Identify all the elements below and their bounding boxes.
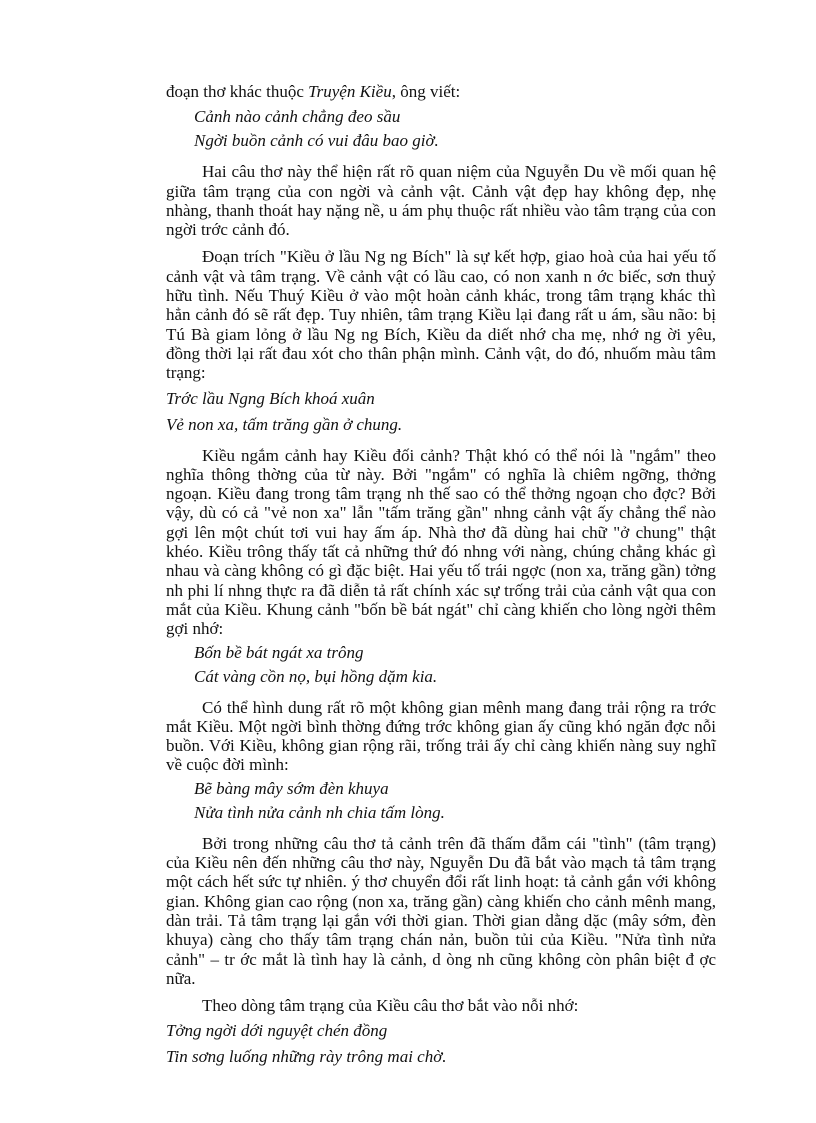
paragraph: Có thể hình dung rất rõ một không gian mênh mang đang trải rộng ra trớc mắt Kiều. Một ngời bình thờng đứng trớc không gian ấy cũng khó ngăn đợc nỗi buồn. Với Kiều, không gian rộng rãi, trống trải ấy chỉ càng khiến nàng suy nghĩ về cuộc đời mình:: [166, 697, 716, 775]
verse-line: Trớc lầu Ngng Bích khoá xuân: [166, 388, 375, 408]
verse-line: Vẻ non xa, tấm trăng gần ở chung.: [166, 414, 403, 434]
intro-line: [166, 82, 716, 101]
paragraph: Theo dòng tâm trạng của Kiều câu thơ bắt vào nỗi nhớ:: [202, 996, 579, 1016]
intro-text-end: , ông viết:: [391, 82, 461, 101]
verse-line: Nửa tình nửa cảnh nh chia tấm lòng.: [194, 802, 445, 822]
work-title: Truyện Kiều: [308, 82, 392, 101]
verse-line: Ngời buồn cảnh có vui đâu bao giờ.: [194, 131, 439, 151]
page-body: [166, 82, 716, 1071]
verse-line: Cát vàng cồn nọ, bụi hồng dặm kia.: [194, 666, 438, 686]
paragraph: Đoạn trích "Kiều ở lầu Ng ng Bích" là sự kết hợp, giao hoà của hai yếu tố cảnh vật và tâm trạng. Về cảnh vật có lầu cao, có non xanh n ớc biếc, sơn thuỷ hữu tình. Nếu Thuý Kiều ở vào một hoàn cảnh khác, trong tâm trạng khác thì hẳn cảnh đó sẽ rất đẹp. Tuy nhiên, tâm trạng Kiều lại đang rất u ám, sầu não: bị Tú Bà giam lỏng ở lầu Ng ng Bích, Kiều da diết nhớ cha mẹ, nhớ ng ời yêu, đồng thời lại rất đau xót cho thân phận mình. Cảnh vật, do đó, nhuốm màu tâm trạng:: [166, 247, 716, 383]
paragraph: Kiều ngắm cảnh hay Kiều đối cảnh? Thật khó có thể nói là "ngắm" theo nghĩa thông thờng của từ này. Bởi "ngắm" có nghĩa là chiêm ngỡng, thởng ngoạn. Kiều đang trong tâm trạng nh thế sao có thể thởng ngoạn cho đợc? Bởi vậy, dù có cả "vẻ non xa" lẫn "tấm trăng gần" nhng cảnh vật ấy chẳng thể nào gợi lên một chút tơi vui hay ấm áp. Nhà thơ đã dùng hai chữ "ở chung" thật khéo. Kiều trông thấy tất cả những thứ đó nhng với nàng, chúng chẳng khác gì nhau và càng không có gì đặc biệt. Hai yếu tố trái ngợc (non xa, trăng gần) tởng nh phi lí nhng thực ra đã diễn tả rất chính xác sự trống trải của cảnh vật qua con mắt của Kiều. Khung cảnh "bốn bề bát ngát" chỉ càng khiến cho lòng ngời thêm gợi nhớ:: [166, 445, 716, 639]
intro-text: đoạn thơ khác thuộc: [166, 82, 309, 101]
verse-line: Cảnh nào cảnh chẳng đeo sầu: [194, 107, 401, 127]
verse-line: Bốn bề bát ngát xa trông: [194, 642, 364, 662]
paragraph: Bởi trong những câu thơ tả cảnh trên đã thấm đẫm cái "tình" (tâm trạng) của Kiều nên đến những câu thơ này, Nguyễn Du đã bắt vào mạch tả tâm trạng một cách hết sức tự nhiên. ý thơ chuyển đổi rất linh hoạt: tả cảnh gắn với không gian. Không gian cao rộng (non xa, trăng gần) càng khiến cho cảnh mênh mang, dàn trải. Tả tâm trạng lại gắn với thời gian. Thời gian dằng dặc (mây sớm, đèn khuya) càng cho thấy tâm trạng chán nản, buồn tủi của Kiều. "Nửa tình nửa cảnh" – tr ớc mắt là tình hay là cảnh, d òng nh cũng không còn phân biệt đ ợc nữa.: [166, 833, 716, 988]
paragraph: Hai câu thơ này thể hiện rất rõ quan niệm của Nguyễn Du về mối quan hệ giữa tâm trạng của con ngời và cảnh vật. Cảnh vật đẹp hay không đẹp, nhẹ nhàng, thanh thoát hay nặng nề, u ám phụ thuộc rất nhiều vào tâm trạng của con ngời trớc cảnh đó.: [166, 162, 716, 240]
verse-line: Bẽ bàng mây sớm đèn khuya: [194, 778, 389, 798]
verse-line: Tởng ngời dới nguyệt chén đồng: [166, 1021, 388, 1041]
verse-line: Tin sơng luống những rày trông mai chờ.: [166, 1047, 447, 1067]
